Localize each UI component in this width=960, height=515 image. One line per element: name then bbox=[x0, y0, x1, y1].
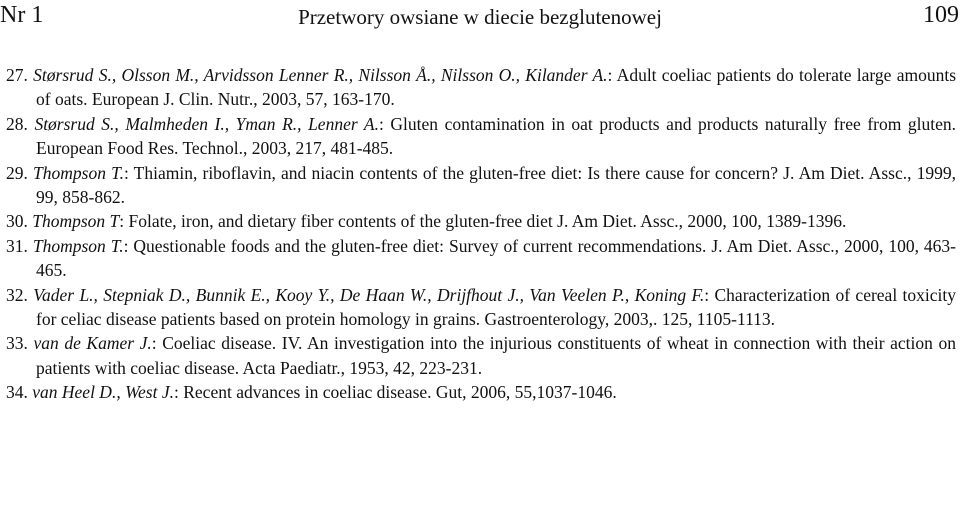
reference-authors: van de Kamer J. bbox=[33, 333, 152, 354]
running-title: Przetwory owsiane w diecie bezglutenowej bbox=[298, 5, 662, 29]
reference-authors: Størsrud S., Olsson M., Arvidsson Lenner R., Nilsson Å., Nilsson O., Kilander A. bbox=[33, 65, 608, 85]
reference-item-28 bbox=[6, 112, 956, 161]
reference-text: : Thiamin, riboflavin, and niacin contents of the gluten-free diet: Is there cause for concern? J. Am Diet. Assc., 1999, 99, 858-862. bbox=[36, 162, 956, 208]
reference-authors: van Heel D., West J. bbox=[32, 382, 174, 403]
reference-authors: Størsrud S., Malmheden I., Yman R., Lenner A. bbox=[34, 113, 379, 134]
reference-number: 31. bbox=[6, 235, 28, 256]
reference-text: : Recent advances in coeliac disease. Gut, 2006, 55,1037-1046. bbox=[174, 382, 617, 403]
reference-number: 29. bbox=[6, 162, 28, 183]
reference-number: 27. bbox=[6, 65, 28, 85]
reference-number: 34. bbox=[6, 382, 28, 403]
reference-text: : Adult coeliac patients do tolerate large amounts of oats. European J. Clin. Nutr., 2003, 57, 163-170. bbox=[36, 65, 957, 110]
reference-list bbox=[6, 63, 956, 405]
reference-number: 33. bbox=[6, 333, 28, 354]
reference-number: 28. bbox=[6, 113, 28, 134]
reference-text: : Characterization of cereal toxicity for celiac disease patients based on protein homology in grains. Gastroenterology, 2003,. 125, 1105-1113. bbox=[36, 284, 957, 330]
reference-authors: Thompson T. bbox=[32, 235, 124, 256]
reference-number: 30. bbox=[6, 211, 28, 232]
reference-item-33 bbox=[6, 331, 956, 380]
page-number: 109 bbox=[923, 2, 959, 28]
reference-item-29 bbox=[6, 161, 956, 210]
issue-number: Nr 1 bbox=[0, 2, 44, 28]
reference-authors: Vader L., Stepniak D., Bunnik E., Kooy Y., De Haan W., Drijfhout J., Van Veelen P., Koning F. bbox=[33, 284, 705, 305]
reference-authors: Thompson T. bbox=[33, 162, 124, 183]
reference-text: : Gluten contamination in oat products and products naturally free from gluten. European Food Res. Technol., 2003, 217, 481-485. bbox=[36, 113, 957, 159]
reference-authors: Thompson T bbox=[32, 211, 120, 232]
page-header bbox=[0, 0, 960, 40]
reference-item-31 bbox=[6, 234, 956, 283]
reference-text: : Questionable foods and the gluten-free diet: Survey of current recommendations. J. Am Diet. Assc., 2000, 100, 463-465. bbox=[36, 235, 957, 281]
reference-item-27 bbox=[6, 63, 956, 112]
reference-item-30 bbox=[6, 209, 956, 233]
reference-number: 32. bbox=[6, 284, 28, 305]
reference-item-34 bbox=[6, 380, 956, 404]
reference-text: : Coeliac disease. IV. An investigation into the injurious constituents of wheat in connection with their action on patients with coeliac disease. Acta Paediatr., 1953, 42, 223-231. bbox=[36, 333, 956, 378]
reference-item-32 bbox=[6, 283, 956, 332]
reference-text: : Folate, iron, and dietary fiber contents of the gluten-free diet J. Am Diet. Assc., 2000, 100, 1389-1396. bbox=[119, 211, 847, 232]
